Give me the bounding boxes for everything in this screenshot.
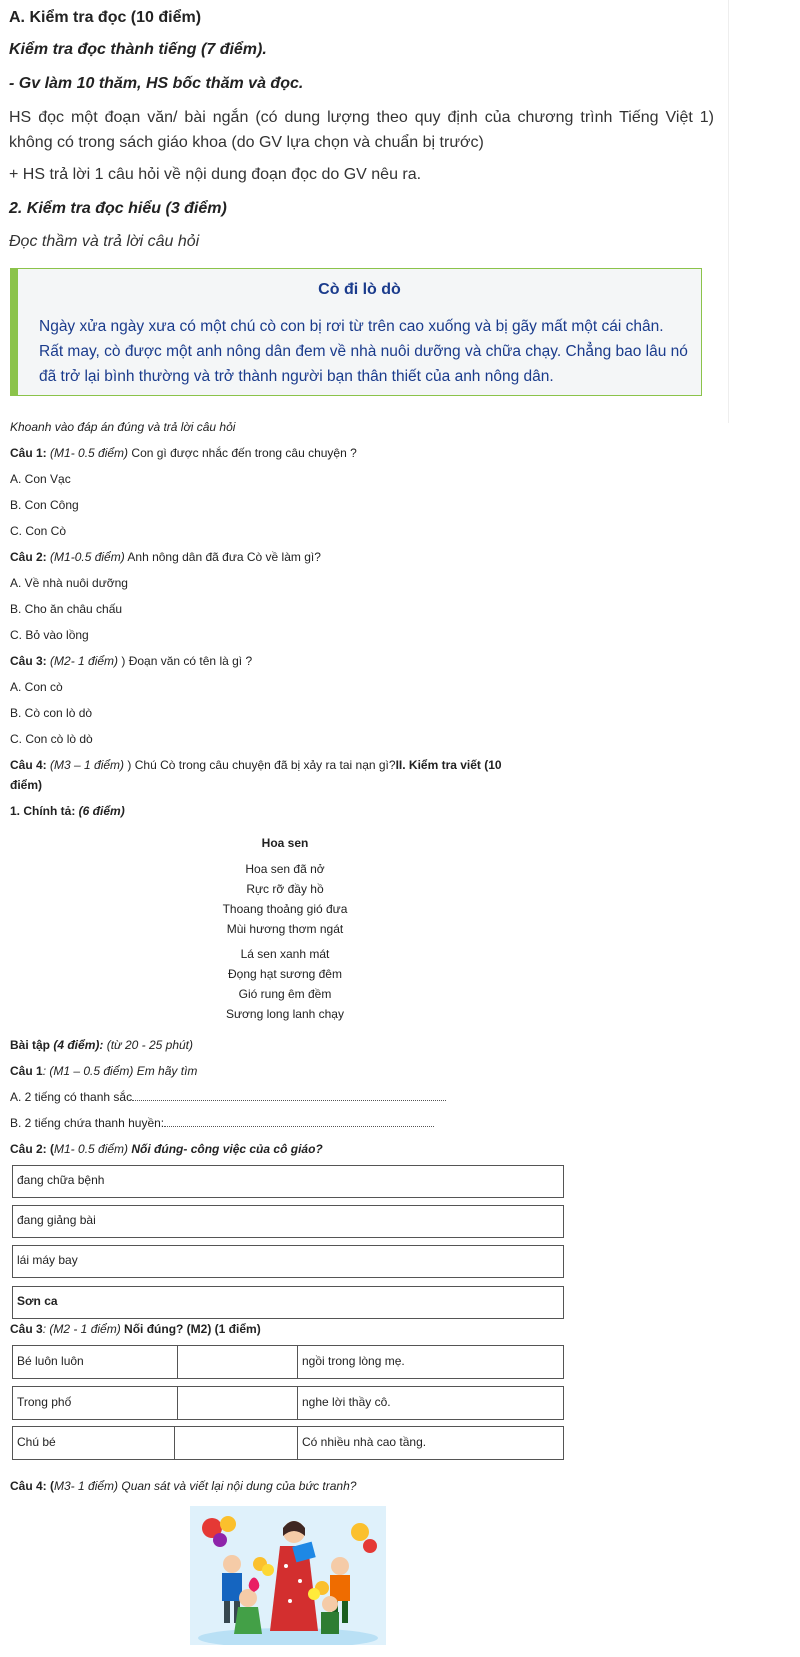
match-left: Trong phố [13, 1387, 178, 1419]
poem-line: Thoang thoảng gió đưa [222, 902, 348, 916]
exercise-3: Câu 3: (M2 - 1 điểm) Nối đúng? (M2) (1 điểm) [10, 1322, 261, 1336]
exercise-1-a: A. 2 tiếng có thanh sắc [10, 1090, 446, 1104]
poem-line: Hoa sen đã nở [245, 862, 325, 876]
story-title: Cò đi lò dò [318, 281, 401, 298]
match-box: đang giảng bài [12, 1205, 564, 1238]
poem-line: Sương long lanh chạy [226, 1007, 344, 1021]
match-box: đang chữa bệnh [12, 1165, 564, 1198]
q2-option-a: A. Về nhà nuôi dưỡng [10, 576, 128, 590]
q3-option-b: B. Cò con lò dò [10, 706, 93, 720]
match-middle [178, 1346, 298, 1378]
match-left: Bé luôn luôn [13, 1346, 178, 1378]
exercise-1: Câu 1: (M1 – 0.5 điểm) Em hãy tìm [10, 1064, 198, 1078]
poem-line: Gió rung êm đềm [238, 987, 332, 1001]
aloud-answer: + HS trả lời 1 câu hỏi về nội dung đoạn đọc do GV nêu ra. [9, 166, 422, 183]
match-middle [175, 1427, 298, 1459]
match-table-row [12, 1345, 564, 1379]
exercise-2: Câu 2: (M1- 0.5 điểm) Nối đúng- công việc của cô giáo? [10, 1142, 323, 1156]
section-title: A. Kiểm tra đọc (10 điểm) [9, 9, 202, 26]
question-3: Câu 3: (M2- 1 điểm) ) Đoạn văn có tên là gì ? [10, 654, 253, 668]
q2-option-c: C. Bỏ vào lồng [10, 628, 89, 642]
q3-option-c: C. Con cò lò dò [10, 732, 93, 746]
match-table-row [12, 1386, 564, 1420]
q3-option-a: A. Con cò [10, 680, 63, 694]
match-right: Có nhiều nhà cao tầng. [302, 1435, 427, 1449]
q1-option-b: B. Con Công [10, 498, 79, 512]
match-middle [178, 1387, 298, 1419]
match-right: nghe lời thầy cô. [302, 1395, 391, 1409]
poem-line: Mùi hương thơm ngát [226, 922, 344, 936]
q1-option-a: A. Con Vạc [10, 472, 71, 486]
question-2: Câu 2: (M1-0.5 điểm) Anh nông dân đã đưa Cò về làm gì? [10, 550, 321, 564]
match-box: lái máy bay [12, 1245, 564, 1278]
illustration-teacher-children-drawing [190, 1506, 386, 1645]
exercise-4: Câu 4: (M3- 1 điểm) Quan sát và viết lại nội dung của bức tranh? [10, 1479, 357, 1493]
match-box: Sơn ca [12, 1286, 564, 1319]
match-table-row [12, 1426, 564, 1460]
poem-line: Rực rỡ đầy hồ [246, 882, 324, 896]
poem-line: Đọng hạt sương đêm [228, 967, 342, 981]
match-left: Chú bé [13, 1427, 175, 1459]
comprehension-instruction: Đọc thầm và trả lời câu hỏi [9, 233, 200, 250]
story-box [10, 268, 702, 396]
exercise-1-b: B. 2 tiếng chứa thanh huyền: [10, 1116, 434, 1130]
poem-title: Hoa sen [261, 836, 309, 850]
aloud-title: Kiểm tra đọc thành tiếng (7 điểm). [9, 41, 267, 58]
poem-line: Lá sen xanh mát [240, 947, 330, 961]
question-1: Câu 1: (M1- 0.5 điểm) Con gì được nhắc đến trong câu chuyện ? [10, 446, 357, 460]
match-right: ngồi trong lòng mẹ. [302, 1354, 405, 1368]
aloud-instruction: - Gv làm 10 thăm, HS bốc thăm và đọc. [9, 75, 304, 92]
question-4-tail: điểm) [10, 778, 43, 792]
story-body: Ngày xửa ngày xưa có một chú cò con bị rơi từ trên cao xuống và bị gãy mất một cái chân. Rất may, cò được một anh nông dân đem về nhà nuôi dưỡng và chữa chạy. Chẳng bao lâu nó đã trở lại bình thường và trở thành người bạn thân thiết của anh nông dân. [39, 318, 688, 385]
illustration-teacher-children [190, 1506, 386, 1645]
q1-option-c: C. Con Cò [10, 524, 67, 538]
comprehension-title: 2. Kiểm tra đọc hiểu (3 điểm) [9, 200, 227, 217]
quiz-instruction: Khoanh vào đáp án đúng và trả lời câu hỏi [10, 420, 236, 434]
question-4: Câu 4: (M3 – 1 điểm) ) Chú Cò trong câu chuyện đã bị xảy ra tai nạn gì?II. Kiểm tra viết (10 [10, 758, 502, 772]
q2-option-b: B. Cho ăn châu chấu [10, 602, 123, 616]
dictation-heading: 1. Chính tả: (6 điểm) [10, 804, 125, 818]
exercise-heading: Bài tập (4 điểm): (từ 20 - 25 phút) [10, 1038, 194, 1052]
aloud-paragraph: HS đọc một đoạn văn/ bài ngắn (có dung lượng theo quy định của chương trình Tiếng Việt 1) không có trong sách giáo khoa (do GV lựa chọn và chuẩn bị trước) [9, 109, 714, 151]
